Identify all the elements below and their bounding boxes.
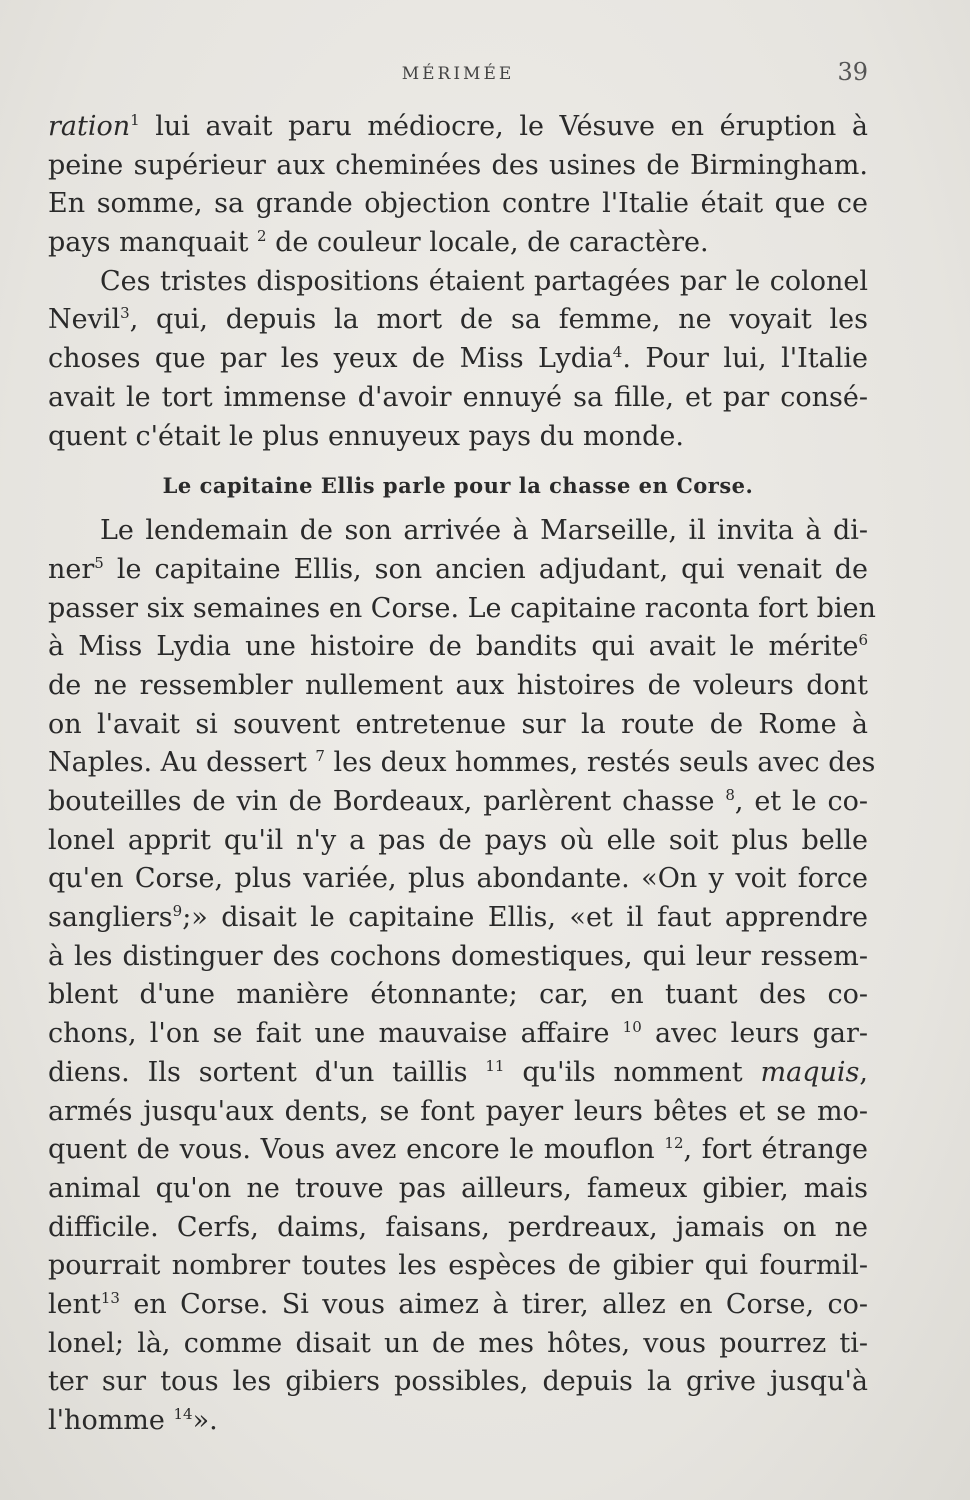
footnote-ref: 6 [858,631,868,650]
text-line: pays manquait $^2$ de couleur locale, de caractère. [48,227,709,259]
text-line: avait le tort immense d'avoir ennuyé sa fille, et par consé- [48,381,868,413]
text-line: Ces tristes dispositions étaient partagées par le colonel [100,265,868,297]
text-line: difficile. Cerfs, daims, faisans, perdreaux, jamais on ne [48,1211,868,1243]
footnote-ref: 1 [130,111,140,129]
text-line: de ne ressembler nullement aux histoires de voleurs dont [48,669,868,701]
text-line: ter sur tous les gibiers possibles, depuis la grive jusqu'à [48,1366,868,1398]
footnote-ref: 13 [100,1288,120,1307]
italic-word: ration [48,111,131,142]
italic-word: maquis [760,1056,860,1088]
footnote-ref: 8 [725,786,735,804]
text-line: chons, l'on se fait une mauvaise affaire $^{10}$ avec leurs gar- [48,1018,868,1050]
page-number: 39 [837,58,868,86]
text-line: ner$^5$ le capitaine Ellis, son ancien adjudant, qui venait de [48,553,868,585]
text-line: bouteilles de vin de Bordeaux, parlèrent chasse $^8$, et le co- [48,786,869,817]
footnote-ref: 11 [485,1056,505,1075]
text-line: on l'avait si souvent entretenue sur la route de Rome à [48,708,868,740]
text-line: choses que par les yeux de Miss Lydia$^4$. Pour lui, l'Italie [48,343,868,375]
text-line: sangliers$^9$;» disait le capitaine Ellis, «et il faut apprendre [48,902,868,934]
text-line: Le lendemain de son arrivée à Marseille, il invita à di- [100,515,868,547]
text-line: animal qu'on ne trouve pas ailleurs, fameux gibier, mais [48,1172,868,1204]
section-title: Le capitaine Ellis parle pour la chasse en Corse. [162,473,754,499]
text-line: ration$^1$ lui avait paru médiocre, le Vésuve en éruption à [48,111,868,142]
text-line: quent de vous. Vous avez encore le mouflon $^{12}$, fort étrange [48,1134,868,1166]
text-line: Nevil$^3$, qui, depuis la mort de sa femme, ne voyait les [48,304,868,336]
footnote-ref: 4 [612,343,623,362]
text-line: qu'en Corse, plus variée, plus abondante. «On y voit force [48,863,868,895]
text-line: à les distinguer des cochons domestiques, qui leur ressem- [48,940,868,972]
text-line: quent c'était le plus ennuyeux pays du monde. [48,420,684,452]
text-line: diens. Ils sortent d'un taillis $^{11}$ qu'ils nomment maquis, [48,1056,868,1088]
text-line: blent d'une manière étonnante; car, en tuant des co- [48,979,868,1011]
footnote-ref: 14 [173,1405,193,1423]
footnote-ref: 12 [664,1134,684,1153]
footnote-ref: 2 [257,227,267,246]
text-line: lent$^{13}$ en Corse. Si vous aimez à tirer, allez en Corse, co- [48,1288,868,1320]
text-line: à Miss Lydia une histoire de bandits qui avait le mérite$^6$ [48,631,868,663]
page-header [48,58,868,92]
text-line: En somme, sa grande objection contre l'Italie était que ce [48,188,868,220]
text-line: lonel apprit qu'il n'y a pas de pays où elle soit plus belle [48,824,868,856]
text-line: lonel; là, comme disait un de mes hôtes, vous pourrez ti- [48,1327,868,1359]
footnote-ref: 10 [622,1018,642,1037]
running-head: MÉRIMÉE [401,64,515,84]
body-text [48,108,876,1441]
footnote-ref: 3 [120,304,130,323]
footnote-ref: 5 [94,553,104,572]
text-line: Naples. Au dessert $^7$ les deux hommes, restés seuls avec des [48,747,876,779]
text-line: peine supérieur aux cheminées des usines de Birmingham. [48,149,868,181]
text-line: pourrait nombrer toutes les espèces de gibier qui fourmil- [48,1250,868,1282]
text-line: passer six semaines en Corse. Le capitaine raconta fort bien [48,592,876,624]
footnote-ref: 7 [315,747,325,766]
footnote-ref: 9 [172,902,183,921]
text-line: armés jusqu'aux dents, se font payer leurs bêtes et se mo- [48,1095,868,1127]
text-line: l'homme $^{14}$». [48,1405,218,1436]
